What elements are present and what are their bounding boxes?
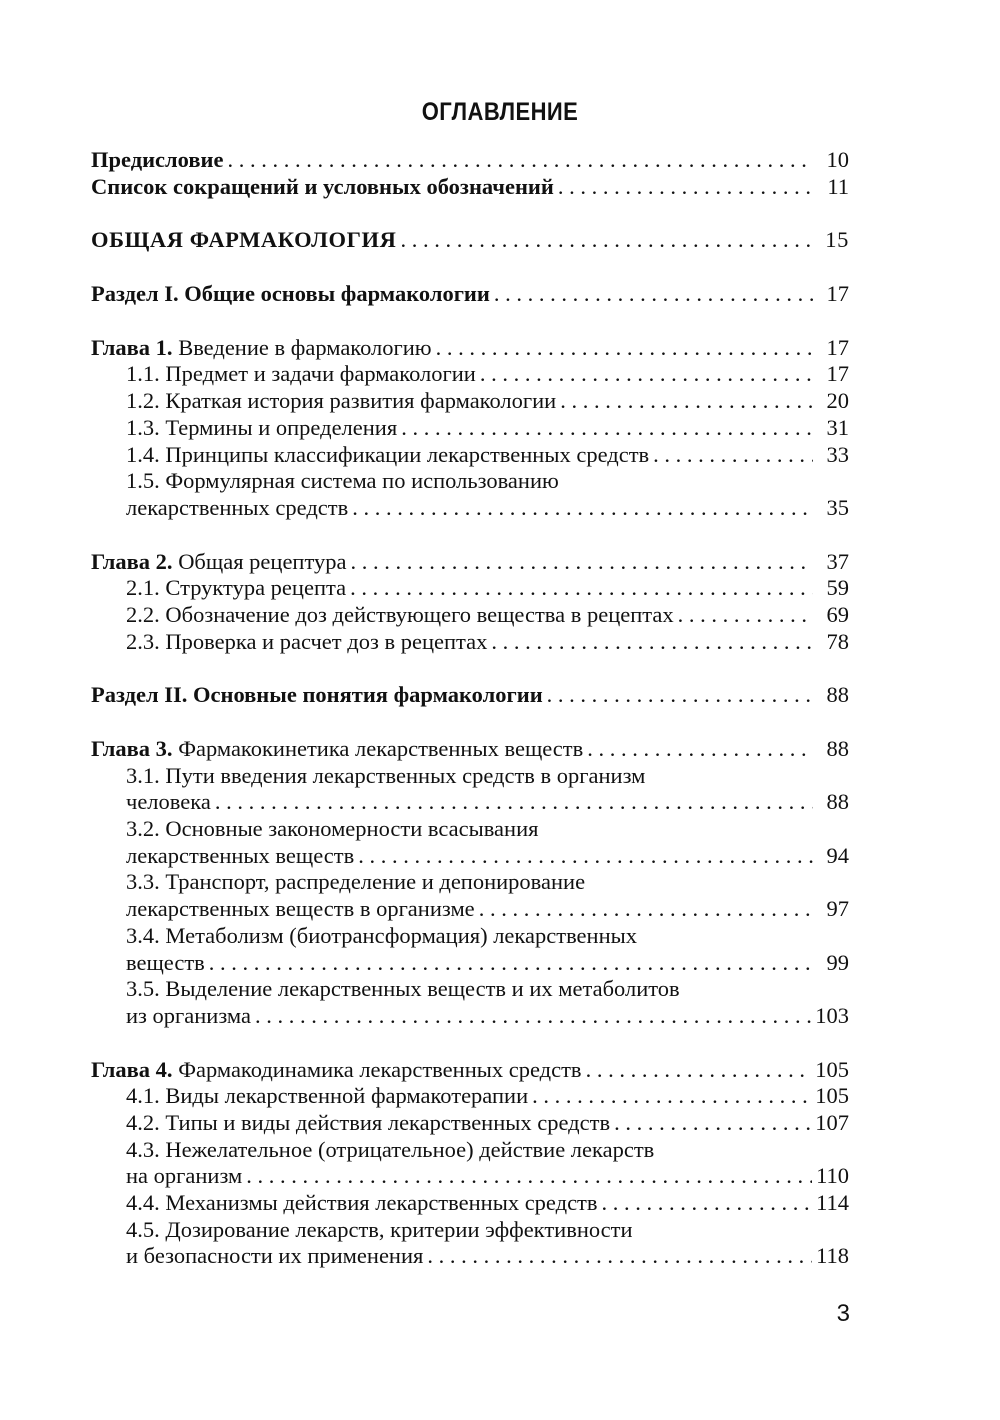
toc-entry-text: 4.3. Нежелательное (отрицательное) действие лекарств [126,1136,655,1162]
toc-leader-dots [358,843,813,870]
toc-entry-4-5-line-1[interactable] [91,1217,849,1244]
toc-entry-1-2[interactable] [91,388,849,415]
toc-entry-text: 2.2. Обозначение доз действующего вещества в рецептах [126,601,674,627]
toc-entry-text: на организм [126,1163,243,1189]
toc-entry-text: 3.4. Метаболизм (биотрансформация) лекарственных [126,922,637,948]
toc-leader-dots [479,896,813,923]
toc-leader-dots [246,1163,812,1190]
chapter-title: Введение в фармакологию [172,334,432,360]
toc-page-number: 103 [815,1002,849,1028]
toc-entry-4-5-line-2[interactable] [91,1243,849,1270]
toc-entry-text: веществ [126,949,205,975]
toc-leader-dots [558,174,813,201]
toc-leader-dots [491,629,813,656]
toc-page-number: 17 [826,334,849,360]
toc-leader-dots [436,335,813,362]
toc-entry-3-3-line-2[interactable] [91,896,849,923]
toc-leader-dots [227,147,813,174]
toc-leader-dots [215,789,813,816]
toc-leader-dots [614,1110,811,1137]
toc-entry-text: 2.3. Проверка и расчет доз в рецептах [126,628,488,654]
toc-page-number: 114 [816,1190,849,1215]
toc-leader-dots [351,549,814,576]
toc-page-number: 31 [826,414,849,440]
toc-leader-dots [586,1057,812,1084]
toc-leader-dots [209,950,813,977]
toc-entry-text: 1.1. Предмет и задачи фармакологии [126,361,476,387]
toc-entry-abbreviations[interactable] [91,174,849,201]
toc-page-number: 105 [815,1056,849,1082]
toc-entry-text: лекарственных веществ [126,842,355,868]
toc-entry-text: и безопасности их применения [126,1243,424,1269]
toc-entry-1-5-line-2[interactable] [91,495,849,522]
toc-entry-chapter-4[interactable] [91,1057,849,1084]
toc-entry-text: 1.5. Формулярная система по использованию [126,468,559,494]
page-number: 3 [836,1300,850,1327]
toc-page-number: 69 [826,601,849,627]
toc-page-number: 17 [826,281,849,307]
toc-entry-section-1[interactable] [91,281,849,308]
toc-entry-text: 4.1. Виды лекарственной фармакотерапии [126,1083,529,1109]
toc-page-number: 10 [826,147,849,172]
toc-leader-dots [560,388,813,415]
chapter-label: Глава 3. [91,736,173,761]
toc-entry-3-4-line-1[interactable] [91,923,849,950]
toc-entry-chapter-3[interactable] [91,736,849,763]
toc-entry-general-pharmacology[interactable] [91,227,849,254]
toc-entry-3-2-line-1[interactable] [91,816,849,843]
toc-entry-text: лекарственных веществ в организме [126,896,475,922]
toc-entry-text: 1.2. Краткая история развития фармакологии [126,388,557,414]
chapter-label: Глава 1. [91,334,173,360]
toc-entry-3-3-line-1[interactable] [91,869,849,896]
toc-entry-2-1[interactable] [91,575,849,602]
toc-page-number: 88 [826,682,849,708]
toc-entry-3-4-line-2[interactable] [91,950,849,977]
toc-page-number: 110 [816,1163,849,1189]
toc-entry-text: лекарственных средств [126,494,349,520]
toc-entry-4-3-line-1[interactable] [91,1137,849,1164]
toc-leader-dots [401,415,813,442]
toc-entry-4-3-line-2[interactable] [91,1163,849,1190]
toc-entry-section-2[interactable] [91,682,849,709]
chapter-label: Глава 2. [91,548,173,574]
toc-leader-dots [678,602,813,629]
toc-entry-text: человека [126,789,211,815]
toc-entry-text [91,736,583,763]
toc-entry-1-1[interactable] [91,361,849,388]
toc-entry-text: Раздел I. Общие основы фармакологии [91,281,490,307]
toc-entry-3-5-line-2[interactable] [91,1003,849,1030]
toc-page-number: 88 [826,789,849,815]
toc-leader-dots [427,1243,812,1270]
toc-leader-dots [653,442,813,469]
toc-leader-dots [400,227,813,254]
toc-entry-chapter-2[interactable] [91,549,849,576]
toc-entry-text: 3.1. Пути введения лекарственных средств в организм [126,762,646,788]
toc-entry-text: Предисловие [91,147,224,172]
toc-entry-text: 1.4. Принципы классификации лекарственных средств [126,441,650,467]
toc-leader-dots [532,1083,811,1110]
page-title: ОГЛАВЛЕНИЕ [421,98,579,126]
toc-entry-4-2[interactable] [91,1110,849,1137]
chapter-title: Фармакодинамика лекарственных средств [172,1056,582,1082]
toc-entry-3-1-line-2[interactable] [91,789,849,816]
toc-entry-2-2[interactable] [91,602,849,629]
toc-leader-dots [352,495,813,522]
toc-entry-text: 3.5. Выделение лекарственных веществ и их метаболитов [126,976,680,1002]
toc-entry-1-4[interactable] [91,442,849,469]
toc-leader-dots [350,575,813,602]
toc-entry-4-1[interactable] [91,1083,849,1110]
toc-page-number: 107 [815,1109,849,1135]
toc-page-number: 17 [826,361,849,387]
toc-page-number: 59 [826,575,849,601]
toc-page-number: 15 [825,227,849,253]
toc-entry-3-2-line-2[interactable] [91,843,849,870]
chapter-title: Общая рецептура [172,548,347,574]
toc-entry-text: 4.5. Дозирование лекарств, критерии эффективности [126,1216,633,1242]
toc-entry-text: 4.2. Типы и виды действия лекарственных средств [126,1109,611,1135]
toc-entry-text: 4.4. Механизмы действия лекарственных средств [126,1190,598,1215]
toc-page-number: 105 [815,1083,849,1109]
toc-entry-text: 1.3. Термины и определения [126,414,398,440]
toc-leader-dots [494,281,813,308]
toc-entry-4-4[interactable] [91,1190,849,1217]
toc-entry-text [91,1057,582,1084]
toc-entry-text: ОБЩАЯ ФАРМАКОЛОГИЯ [91,227,397,253]
toc-page-number: 94 [826,842,849,868]
chapter-title: Фармакокинетика лекарственных веществ [172,736,584,761]
toc-entry-text [91,549,347,576]
toc-entry-3-1-line-1[interactable] [91,763,849,790]
toc-page-number: 33 [826,441,849,467]
toc-page-number: 88 [826,736,849,761]
toc-page-number: 78 [826,628,849,654]
toc-entry-text [91,335,432,362]
toc-leader-dots [547,682,813,709]
toc-entry-text: 3.2. Основные закономерности всасывания [126,816,539,842]
toc-entry-text: Список сокращений и условных обозначений [91,173,554,199]
toc-page-number: 20 [826,388,849,414]
toc-entry-text: из организма [126,1002,251,1028]
toc-page-number: 118 [816,1243,849,1269]
toc-leader-dots [255,1003,811,1030]
toc-leader-dots [602,1190,813,1217]
chapter-label: Глава 4. [91,1056,173,1082]
toc-entry-text: 2.1. Структура рецепта [126,575,347,601]
toc-entry-text: 3.3. Транспорт, распределение и депонирование [126,869,586,895]
table-of-contents [91,147,849,1270]
toc-entry-chapter-1[interactable] [91,335,849,362]
toc-entry-1-3[interactable] [91,415,849,442]
toc-entry-preface[interactable] [91,147,849,174]
toc-entry-2-3[interactable] [91,629,849,656]
toc-entry-1-5-line-1[interactable] [91,468,849,495]
toc-entry-3-5-line-1[interactable] [91,976,849,1003]
toc-page-number: 99 [826,949,849,975]
toc-entry-text: Раздел II. Основные понятия фармакологии [91,682,543,708]
toc-page-number: 11 [827,173,849,199]
toc-leader-dots [480,361,813,388]
toc-page-number: 97 [826,896,849,922]
toc-leader-dots [587,736,813,763]
toc-page-number: 35 [826,494,849,520]
toc-page-number: 37 [826,548,849,574]
